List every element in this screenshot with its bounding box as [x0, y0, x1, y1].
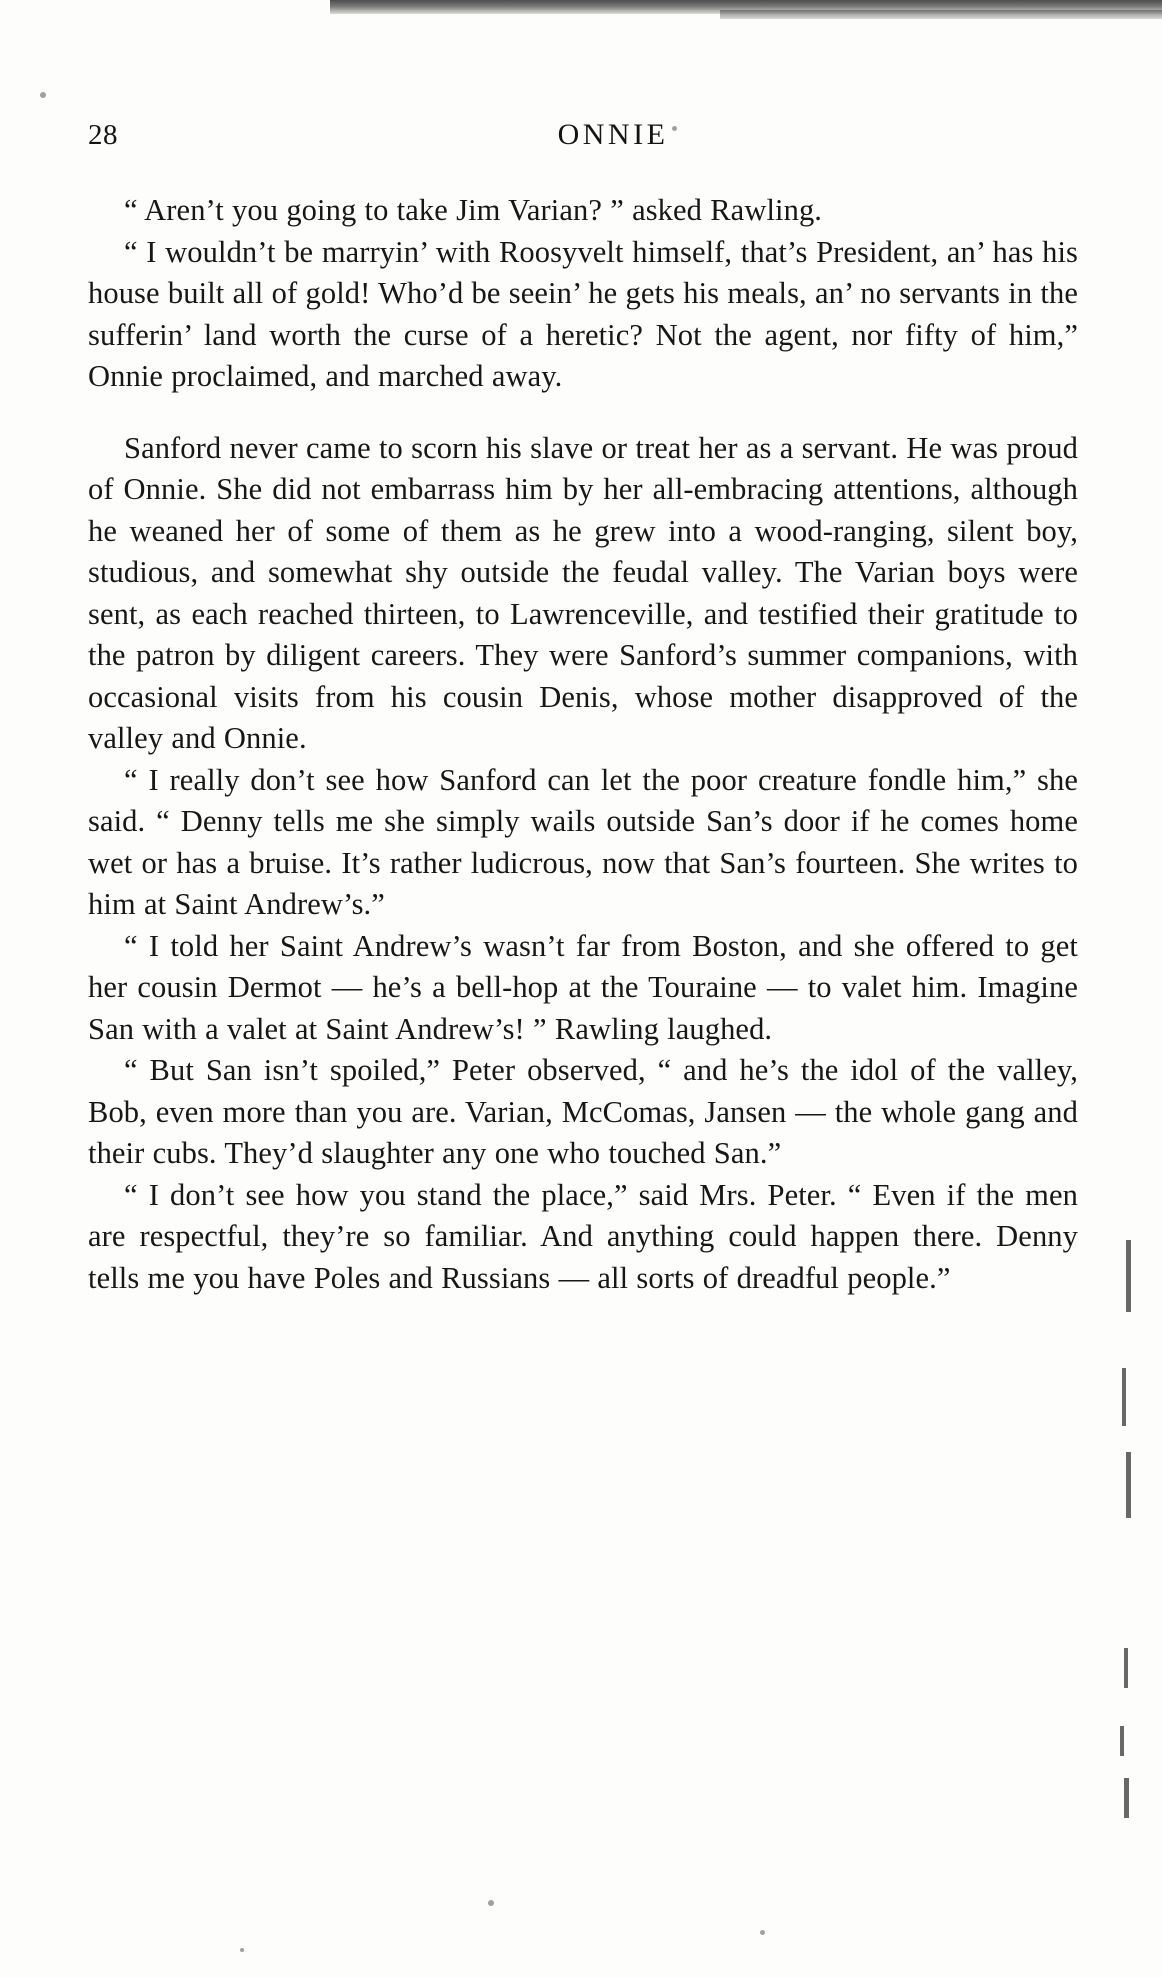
- running-head-title: ONNIE: [557, 118, 669, 151]
- paragraph: Sanford never came to scorn his slave or treat her as a servant. He was proud of Onnie. She did not embarrass him by her all-embracing attentions, although he weaned her of some of them as he grew into a wood-ranging, silent boy, studious, and somewhat shy outside the feudal valley. The Varian boys were sent, as each reached thirteen, to Lawrenceville, and testified their gratitude to the patron by diligent careers. They were Sanford’s summer companions, with occasional visits from his cousin Denis, whose mother disapproved of the valley and Onnie.: [88, 430, 1078, 755]
- scan-artifact-mark: [1122, 1368, 1126, 1426]
- paragraph: “ I wouldn’t be marryin’ with Roosyvelt himself, that’s President, an’ has his house built all of gold! Who’d be seein’ he gets his meals, an’ no servants in the sufferin’ land worth the curse of a heretic? Not the agent, nor fifty of him,” Onnie proclaimed, and marched away.: [88, 234, 1078, 393]
- page-number: 28: [88, 119, 118, 151]
- scan-artifact-mark: [1126, 1240, 1131, 1312]
- scan-speck: [240, 1948, 244, 1952]
- paragraph: “ I don’t see how you stand the place,” said Mrs. Peter. “ Even if the men are respectful, they’re so familiar. And anything could happen there. Denny tells me you have Poles and Russians — all sorts of dreadful people.”: [88, 1177, 1078, 1295]
- scan-speck: [40, 92, 46, 98]
- paragraph: “ I told her Saint Andrew’s wasn’t far from Boston, and she offered to get her cousin Dermot — he’s a bell-hop at the Touraine — to valet him. Imagine San with a valet at Saint Andrew’s! ” Rawling laughed.: [88, 928, 1078, 1046]
- paragraph: “ But San isn’t spoiled,” Peter observed, “ and he’s the idol of the valley, Bob, even more than you are. Varian, McComas, Jansen — the whole gang and their cubs. They’d slaughter any one who touched San.”: [88, 1053, 1078, 1170]
- paragraph: “ Aren’t you going to take Jim Varian? ” asked Rawling.: [124, 193, 823, 227]
- scan-speck: [488, 1900, 494, 1906]
- paragraph: “ I really don’t see how Sanford can let the poor creature fondle him,” she said. “ Denny tells me she simply wails outside San’s door if he comes home wet or has a bruise. It’s rather ludicrous, now that San’s fourteen. She writes to him at Saint Andrew’s.”: [88, 762, 1078, 921]
- scan-artifact-mark: [1120, 1726, 1124, 1756]
- scan-artifact-mark: [1126, 1452, 1131, 1518]
- scan-speck: [760, 1930, 765, 1935]
- page-header: [88, 118, 1078, 154]
- scan-edge-top-secondary: [720, 10, 1162, 19]
- page-text-block: [88, 118, 1078, 1299]
- scan-artifact-mark: [1124, 1648, 1128, 1688]
- paragraph-break: [88, 398, 1078, 428]
- scan-artifact-mark: [1124, 1778, 1129, 1818]
